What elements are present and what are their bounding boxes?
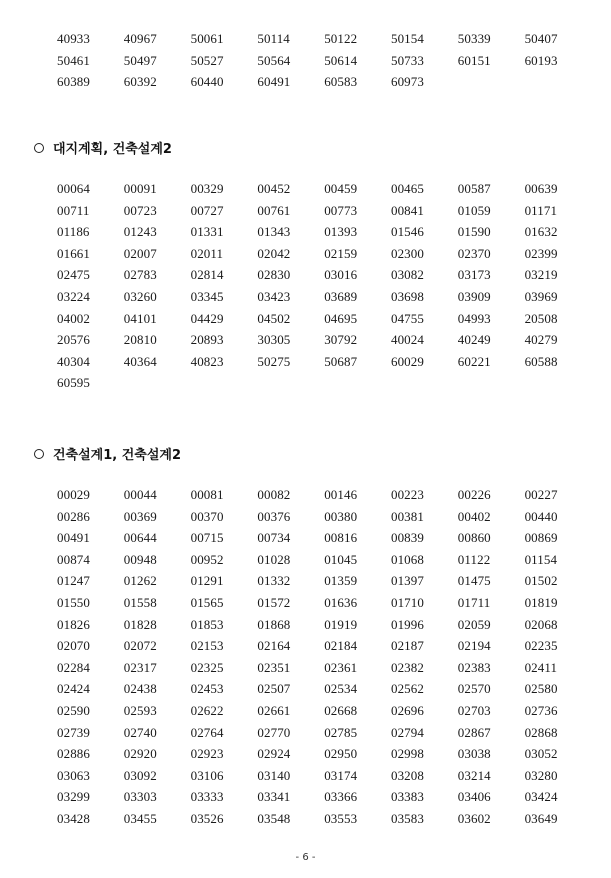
number-cell: 40967 [123,31,157,46]
number-cell: 00226 [457,487,491,502]
number-cell: 02070 [57,638,90,654]
number-cell: 00452 [257,181,291,196]
number-cell: 00644 [123,530,157,546]
number-cell: 04993 [457,310,491,326]
number-cell: 03260 [123,288,157,304]
number-cell: 02011 [190,245,224,261]
number-cell: 03092 [123,767,157,783]
number-cell: 01996 [390,616,424,632]
number-cell: 01710 [390,594,424,610]
number-cell: 03174 [324,767,358,783]
number-cell: 01711 [457,594,491,610]
number-cell: 50461 [57,52,90,68]
number-cell: 60389 [57,74,90,90]
number-cell: 01475 [457,573,491,589]
number-cell: 01819 [524,594,558,610]
number-cell: 01154 [524,551,558,567]
number-cell: 00081 [190,487,224,502]
number-cell: 04695 [324,310,358,326]
number-cell: 01359 [324,573,358,589]
number-cell: 02794 [390,724,424,740]
number-cell: 00064 [57,181,90,196]
table-row [57,700,577,722]
number-cell: 00491 [57,530,90,546]
number-cell: 03689 [324,288,358,304]
number-cell: 00440 [524,508,558,524]
number-cell: 50733 [390,52,424,68]
number-cell: 02562 [390,681,424,697]
number-cell: 00223 [390,487,424,502]
number-cell: 40304 [57,353,90,369]
number-cell: 02668 [324,702,358,718]
number-cell: 02361 [324,659,358,675]
number-cell: 03140 [257,767,291,783]
table-row [57,635,577,657]
number-cell: 02696 [390,702,424,718]
number-grid-site-planning [57,178,577,394]
number-cell: 00734 [257,530,291,546]
number-cell: 01919 [324,616,358,632]
number-cell: 01186 [57,224,90,240]
number-cell: 00639 [524,181,558,196]
number-cell: 50061 [190,31,224,46]
number-cell: 30305 [257,332,291,348]
number-cell: 03553 [324,810,358,826]
number-cell: 04755 [390,310,424,326]
number-cell: 03333 [190,789,224,805]
table-row [57,351,577,373]
number-cell: 01343 [257,224,291,240]
number-cell: 01393 [324,224,358,240]
number-cell: 02950 [324,746,358,762]
number-cell: 03383 [390,789,424,805]
table-row [57,765,577,787]
number-cell: 02300 [390,245,424,261]
number-cell: 60440 [190,74,224,90]
section-title: 건축설계1, 건축설계2 [53,448,182,463]
number-cell: 02739 [57,724,90,740]
page-number: - 6 - [295,852,316,863]
table-row [57,786,577,808]
number-cell: 20508 [524,310,558,326]
number-cell: 00044 [123,487,157,502]
number-grid-architectural-design [57,484,577,830]
number-cell: 02194 [457,638,491,654]
number-cell: 01565 [190,594,224,610]
number-cell: 00381 [390,508,424,524]
number-cell: 20893 [190,332,224,348]
number-cell: 02042 [257,245,291,261]
number-cell: 00227 [524,487,558,502]
table-row [57,50,577,72]
number-cell: 00329 [190,181,224,196]
number-cell: 01068 [390,551,424,567]
number-cell: 02920 [123,746,157,762]
number-cell: 02785 [324,724,358,740]
number-cell: 02830 [257,267,291,283]
table-row [57,506,577,528]
number-cell: 02370 [457,245,491,261]
table-row [57,264,577,286]
number-cell: 00369 [123,508,157,524]
number-cell: 40249 [457,332,491,348]
number-cell: 01171 [524,202,558,218]
number-cell: 02072 [123,638,157,654]
table-row [57,678,577,700]
number-cell: 02593 [123,702,157,718]
number-cell: 02867 [457,724,491,740]
number-cell: 04002 [57,310,90,326]
number-cell: 01632 [524,224,558,240]
number-cell: 03455 [123,810,157,826]
number-cell: 02438 [123,681,157,697]
number-cell: 50687 [324,353,358,369]
number-cell: 00816 [324,530,358,546]
number-cell: 20576 [57,332,90,348]
number-cell: 40933 [57,31,90,46]
number-cell: 02661 [257,702,291,718]
number-cell: 00874 [57,551,90,567]
number-cell: 40364 [123,353,157,369]
number-cell: 01502 [524,573,558,589]
number-cell: 00465 [390,181,424,196]
number-cell: 02886 [57,746,90,762]
number-cell: 02184 [324,638,358,654]
number-cell: 03602 [457,810,491,826]
number-cell: 02770 [257,724,291,740]
number-cell: 30792 [324,332,358,348]
number-cell: 02580 [524,681,558,697]
table-row [57,243,577,265]
number-cell: 02411 [524,659,558,675]
number-cell: 00948 [123,551,157,567]
table-row [57,722,577,744]
number-cell: 60595 [57,375,90,391]
number-cell: 02383 [457,659,491,675]
number-cell: 02923 [190,746,224,762]
number-cell: 50275 [257,353,291,369]
section-title: 대지계획, 건축설계2 [53,142,172,157]
number-cell: 02475 [57,267,90,283]
number-cell: 50339 [457,31,491,46]
number-cell: 03909 [457,288,491,304]
table-row [57,614,577,636]
number-cell: 02764 [190,724,224,740]
number-cell: 01550 [57,594,90,610]
number-cell: 03428 [57,810,90,826]
number-cell: 03406 [457,789,491,805]
number-cell: 03583 [390,810,424,826]
number-cell: 01853 [190,616,224,632]
number-cell: 01122 [457,551,491,567]
number-cell: 01247 [57,573,90,589]
number-cell: 01636 [324,594,358,610]
number-cell: 00869 [524,530,558,546]
number-cell: 00860 [457,530,491,546]
number-cell: 02153 [190,638,224,654]
number-cell: 01558 [123,594,157,610]
number-cell: 20810 [123,332,157,348]
number-cell: 02924 [257,746,291,762]
number-cell: 00091 [123,181,157,196]
number-cell: 02424 [57,681,90,697]
table-row [57,549,577,571]
number-cell: 03219 [524,267,558,283]
number-cell: 02453 [190,681,224,697]
number-cell: 00376 [257,508,291,524]
number-cell: 03423 [257,288,291,304]
number-cell: 00711 [57,202,90,218]
section-heading-site-planning [34,138,172,157]
table-row [57,484,577,506]
number-cell: 02534 [324,681,358,697]
table-row [57,28,577,50]
number-cell: 01828 [123,616,157,632]
number-cell: 60973 [390,74,424,90]
number-cell: 03698 [390,288,424,304]
number-cell: 03366 [324,789,358,805]
number-cell: 02382 [390,659,424,675]
number-cell: 40823 [190,353,224,369]
number-cell: 03548 [257,810,291,826]
table-row [57,71,577,93]
number-cell: 03224 [57,288,90,304]
number-cell: 02235 [524,638,558,654]
circle-bullet-icon [34,449,44,459]
number-cell: 00370 [190,508,224,524]
number-cell: 00029 [57,487,90,502]
number-cell: 02007 [123,245,157,261]
number-cell: 03345 [190,288,224,304]
table-row [57,308,577,330]
number-cell: 03280 [524,767,558,783]
table-row [57,657,577,679]
number-cell: 02570 [457,681,491,697]
number-cell: 01868 [257,616,291,632]
table-row [57,743,577,765]
number-cell: 02059 [457,616,491,632]
number-cell: 00839 [390,530,424,546]
number-cell: 00773 [324,202,358,218]
table-row [57,178,577,200]
number-cell: 00286 [57,508,90,524]
number-cell: 60193 [524,52,558,68]
number-cell: 50114 [257,31,290,46]
number-cell: 00459 [324,181,358,196]
number-cell: 01331 [190,224,224,240]
number-cell: 03526 [190,810,224,826]
section-heading-architectural-design [34,444,181,463]
number-cell: 01028 [257,551,291,567]
number-cell: 01332 [257,573,291,589]
number-cell: 01397 [390,573,424,589]
number-cell: 50527 [190,52,224,68]
number-cell: 00952 [190,551,224,567]
number-cell: 02703 [457,702,491,718]
number-cell: 02814 [190,267,224,283]
number-cell: 60583 [324,74,358,90]
number-cell: 03303 [123,789,157,805]
number-cell: 01045 [324,551,358,567]
circle-bullet-icon [34,143,44,153]
number-cell: 00841 [390,202,424,218]
number-cell: 04101 [123,310,157,326]
number-cell: 01243 [123,224,157,240]
number-cell: 03038 [457,746,491,762]
number-cell: 00723 [123,202,157,218]
number-cell: 02351 [257,659,291,675]
table-row [57,372,577,394]
number-cell: 02399 [524,245,558,261]
number-cell: 03649 [524,810,558,826]
number-cell: 02740 [123,724,157,740]
number-cell: 04502 [257,310,291,326]
number-cell: 02622 [190,702,224,718]
number-cell: 02507 [257,681,291,697]
number-cell: 02159 [324,245,358,261]
number-cell: 00761 [257,202,291,218]
number-cell: 50497 [123,52,157,68]
number-cell: 03341 [257,789,291,805]
table-row [57,527,577,549]
number-cell: 03016 [324,267,358,283]
number-cell: 50407 [524,31,558,46]
number-cell: 01590 [457,224,491,240]
number-cell: 03106 [190,767,224,783]
number-cell: 60392 [123,74,157,90]
table-row [57,592,577,614]
number-cell: 50564 [257,52,291,68]
number-cell: 03424 [524,789,558,805]
number-cell: 60491 [257,74,291,90]
number-cell: 03299 [57,789,90,805]
number-cell: 00082 [257,487,291,502]
number-cell: 02998 [390,746,424,762]
number-cell: 50154 [390,31,424,46]
number-cell: 01661 [57,245,90,261]
number-cell: 02284 [57,659,90,675]
number-grid-continued [57,28,577,93]
table-row [57,286,577,308]
table-row [57,221,577,243]
number-cell: 40279 [524,332,558,348]
number-cell: 01572 [257,594,291,610]
number-cell: 60029 [390,353,424,369]
number-cell: 02590 [57,702,90,718]
number-cell: 50122 [324,31,358,46]
number-cell: 02736 [524,702,558,718]
number-cell: 03082 [390,267,424,283]
number-cell: 04429 [190,310,224,326]
number-cell: 02868 [524,724,558,740]
number-cell: 00146 [324,487,358,502]
number-cell: 02783 [123,267,157,283]
number-cell: 60588 [524,353,558,369]
number-cell: 02317 [123,659,157,675]
number-cell: 00587 [457,181,491,196]
number-cell: 01546 [390,224,424,240]
number-cell: 02164 [257,638,291,654]
number-cell: 60221 [457,353,491,369]
number-cell: 40024 [390,332,424,348]
number-cell: 00380 [324,508,358,524]
number-cell: 02325 [190,659,224,675]
number-cell: 50614 [324,52,358,68]
number-cell: 03208 [390,767,424,783]
number-cell: 00715 [190,530,224,546]
number-cell: 03052 [524,746,558,762]
number-cell: 60151 [457,52,491,68]
number-cell: 02187 [390,638,424,654]
number-cell: 01826 [57,616,90,632]
number-cell: 03173 [457,267,491,283]
number-cell: 01262 [123,573,157,589]
number-cell: 01059 [457,202,491,218]
number-cell: 00402 [457,508,491,524]
table-row [57,200,577,222]
table-row [57,329,577,351]
number-cell: 01291 [190,573,224,589]
number-cell: 00727 [190,202,224,218]
number-cell: 03063 [57,767,90,783]
number-cell: 03969 [524,288,558,304]
number-cell: 03214 [457,767,491,783]
table-row [57,570,577,592]
number-cell: 02068 [524,616,558,632]
table-row [57,808,577,830]
